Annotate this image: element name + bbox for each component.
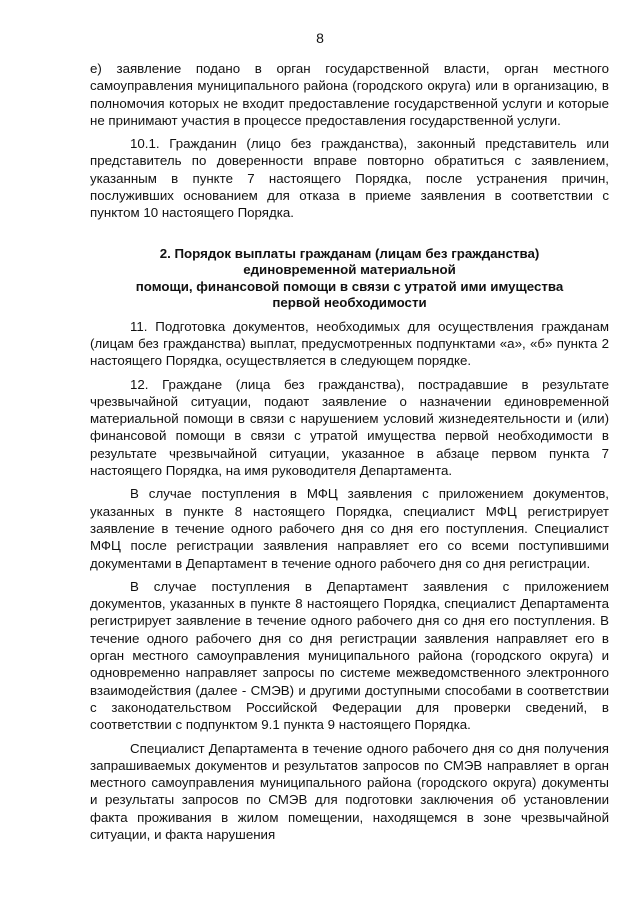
document-body bbox=[90, 60, 609, 843]
paragraph-department: В случае поступления в Департамент заявления с приложением документов, указанных в пункте 8 настоящего Порядка, специалист Департамента регистрирует заявление в течение одного рабочего дня со дня его поступления. В течение одного рабочего дня со дня регистрации заявления направляет его в орган местного самоуправления муниципального района (городского округа) и одновременно направляет запросы по системе межведомственного электронного взаимодействия (далее - СМЭВ) и другими доступными способами в соответствии с законодательством Российской Федерации для проверки сведений, в соответствии с подпунктом 9.1 пункта 9 настоящего Порядка. bbox=[90, 578, 609, 733]
section-heading-line: 2. Порядок выплаты гражданам (лицам без гражданства) bbox=[159, 245, 540, 261]
paragraph-specialist: Специалист Департамента в течение одного рабочего дня со дня получения запрашиваемых документов и результатов запросов по СМЭВ направляет в орган местного самоуправления муниципального района (городского округа) документы и результаты запросов по СМЭВ для подготовки заключения об установлении факта проживания в жилом помещении, находящемся в зоне чрезвычайной ситуации, и факта нарушения bbox=[90, 740, 609, 842]
paragraph-10-1: 10.1. Гражданин (лицо без гражданства), законный представитель или представитель по доверенности вправе повторно обратиться с заявлением, указанным в пункте 7 настоящего Порядка, после устранения причин, послуживших основанием для отказа в приеме заявления в соответствии с пунктом 10 настоящего Порядка. bbox=[90, 136, 609, 221]
paragraph-12: 12. Граждане (лица без гражданства), пострадавшие в результате чрезвычайной ситуации, подают заявление о назначении единовременной материальной помощи в связи с нарушением условий жизнедеятельности и (или) финансовой помощи в связи с утратой имущества первой необходимости в результате чрезвычайной ситуации, указанное в абзаце первом пункта 7 настоящего Порядка, на имя руководителя Департамента. bbox=[90, 376, 609, 479]
paragraph-mfc: В случае поступления в МФЦ заявления с приложением документов, указанных в пункте 8 настоящего Порядка, специалист МФЦ регистрирует заявление в течение одного рабочего дня со дня его поступления. Специалист МФЦ после регистрации заявления направляет его со всеми поступившими документами в Департамент в течение одного рабочего дня со дня регистрации. bbox=[90, 486, 609, 571]
paragraph-11: 11. Подготовка документов, необходимых для осуществления гражданам (лицам без гражданства) выплат, предусмотренных подпунктами «а», «б» пункта 2 настоящего Порядка, осуществляется в следующем порядке. bbox=[90, 318, 609, 369]
section-heading-line: первой необходимости bbox=[272, 295, 427, 311]
page-number: 8 bbox=[316, 30, 324, 46]
paragraph-item-e: е) заявление подано в орган государственной власти, орган местного самоуправления муниципального района (городского округа) или в организацию, в полномочия которых не входит предоставление государственной услуги и которые не принимают участия в процессе предоставления государственной услуги. bbox=[90, 61, 609, 128]
section-heading-line: помощи, финансовой помощи в связи с утратой ими имущества bbox=[135, 278, 564, 294]
section-heading-line: единовременной материальной bbox=[243, 262, 456, 278]
section-heading bbox=[90, 246, 609, 312]
